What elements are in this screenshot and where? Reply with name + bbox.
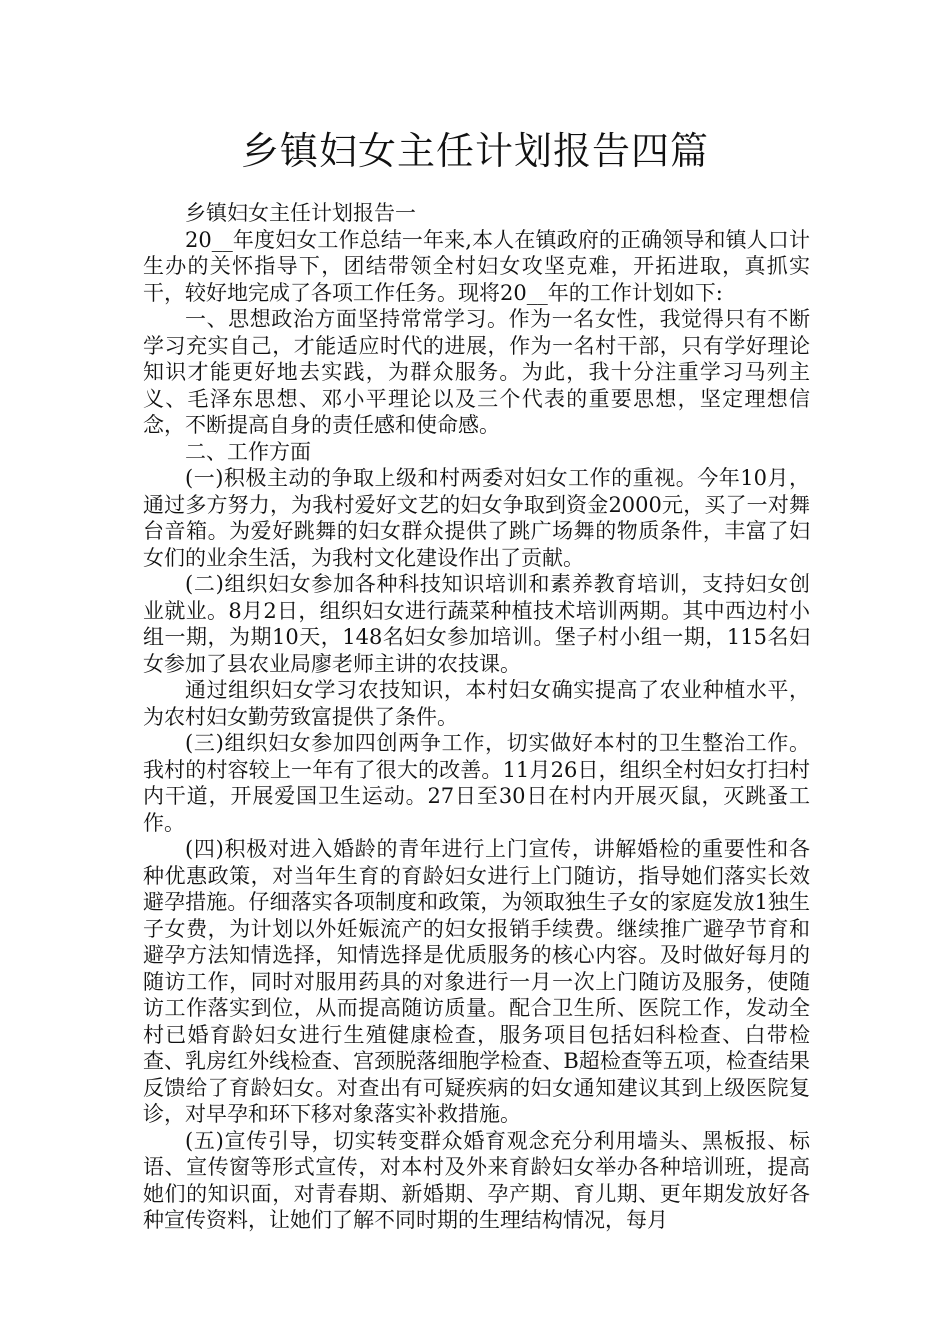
paragraph: (三)组织妇女参加四创两争工作，切实做好本村的卫生整治工作。我村的村容较上一年有了很大的改善。11月26日，组织全村妇女打扫村内干道，开展爱国卫生运动。27日至30日在村内开展灭鼠，灭跳蚤工作。 (143, 731, 810, 835)
paragraph: 一、思想政治方面坚持常常学习。作为一名女性，我觉得只有不断学习充实自己，才能适应时代的进展，作为一名村干部，只有学好理论知识才能更好地去实践，为群众服务。为此，我十分注重学习马列主义、毛泽东思想、邓小平理论以及三个代表的重要思想，坚定理想信念，不断提高自身的责任感和使命感。 (143, 307, 810, 437)
document-body (143, 200, 810, 1234)
paragraph: (五)宣传引导，切实转变群众婚育观念充分利用墙头、黑板报、标语、宣传窗等形式宣传，对本村及外来育龄妇女举办各种培训班，提高她们的知识面，对青春期、新婚期、孕产期、育儿期、更年期发放好各种宣传资料，让她们了解不同时期的生理结构情况，每月 (143, 1128, 810, 1232)
paragraph: (二)组织妇女参加各种科技知识培训和素养教育培训，支持妇女创业就业。8月2日，组织妇女进行蔬菜种植技术培训两期。其中西边村小组一期，为期10天，148名妇女参加培训。堡子村小组一期，115名妇女参加了县农业局廖老师主讲的农技课。 (143, 572, 810, 676)
section-heading: 二、工作方面 (185, 439, 311, 464)
document-title: 乡镇妇女主任计划报告四篇 (240, 129, 709, 173)
paragraph: 20__年度妇女工作总结一年来,本人在镇政府的正确领导和镇人口计生办的关怀指导下，团结带领全村妇女攻坚克难，开拓进取，真抓实干，较好地完成了各项工作任务。现将20__年的工作计划如下: (143, 227, 810, 305)
paragraph: (一)积极主动的争取上级和村两委对妇女工作的重视。今年10月，通过多方努力，为我村爱好文艺的妇女争取到资金2000元，买了一对舞台音箱。为爱好跳舞的妇女群众提供了跳广场舞的物质条件，丰富了妇女们的业余生活，为我村文化建设作出了贡献。 (143, 466, 810, 570)
paragraph: (四)积极对进入婚龄的青年进行上门宣传，讲解婚检的重要性和各种优惠政策，对当年生育的育龄妇女进行上门随访，指导她们落实长效避孕措施。仔细落实各项制度和政策，为领取独生子女的家庭发放1独生子女费，为计划以外妊娠流产的妇女报销手续费。继续推广避孕节育和避孕方法知情选择，知情选择是优质服务的核心内容。及时做好每月的随访工作，同时对服用药具的对象进行一月一次上门随访及服务，使随访工作落实到位，从而提高随访质量。配合卫生所、医院工作，发动全村已婚育龄妇女进行生殖健康检查，服务项目包括妇科检查、白带检查、乳房红外线检查、宫颈脱落细胞学检查、B超检查等五项，检查结果反馈给了育龄妇女。对查出有可疑疾病的妇女通知建议其到上级医院复诊，对早孕和环下移对象落实补救措施。 (143, 837, 810, 1126)
section-heading: 乡镇妇女主任计划报告一 (185, 201, 416, 225)
paragraph: 通过组织妇女学习农技知识，本村妇女确实提高了农业种植水平，为农村妇女勤劳致富提供了条件。 (143, 678, 810, 729)
